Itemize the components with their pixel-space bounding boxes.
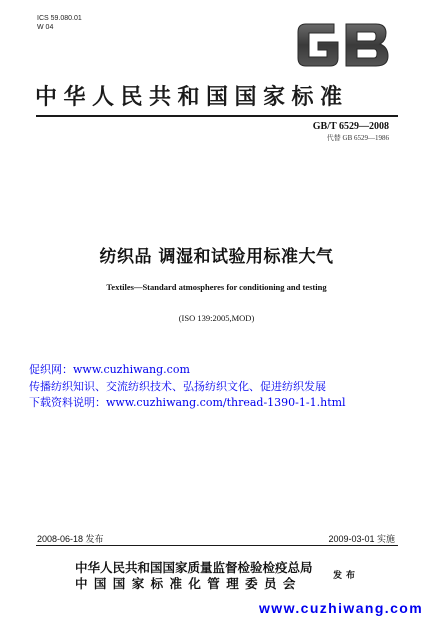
promo-site-link[interactable]: 促织网：www.cuzhiwang.com [29, 363, 190, 376]
publish-date: 2008-06-18 发布 [37, 534, 104, 544]
watermark-url-link[interactable]: www.cuzhiwang.com [259, 600, 424, 616]
issuer-sac: 中国国家标准化管理委员会 [75, 576, 302, 591]
header-divider [36, 115, 398, 117]
document-title-en: Textiles—Standard atmospheres for conditioning and testing [106, 282, 327, 292]
replaces-note: 代替 GB 6529—1986 [326, 134, 389, 142]
implement-date: 2009-03-01 实施 [328, 534, 395, 544]
promo-block [29, 362, 346, 412]
gb-logo [294, 20, 392, 70]
iso-reference: (ISO 139:2005,MOD) [178, 313, 255, 323]
document-title-cn: 纺织品 调湿和试验用标准大气 [99, 247, 334, 267]
standard-number: GB/T 6529—2008 [312, 121, 389, 132]
promo-download-link[interactable]: 下载资料说明：www.cuzhiwang.com/thread-1390-1-1.html [29, 396, 346, 409]
publish-label: 发布 [333, 571, 360, 581]
issuer-aqsiq: 中华人民共和国国家质量监督检验检疫总局 [75, 560, 313, 575]
standard-title: 中华人民共和国国家标准 [35, 85, 349, 110]
category-code: W 04 [37, 24, 54, 31]
footer-divider [36, 545, 398, 546]
issuing-authorities [75, 560, 313, 592]
promo-slogan: 传播纺织知识、交流纺织技术、弘扬纺织文化、促进纺织发展 [29, 379, 326, 393]
classification-codes [37, 14, 82, 32]
ics-code: ICS 59.080.01 [37, 15, 82, 22]
